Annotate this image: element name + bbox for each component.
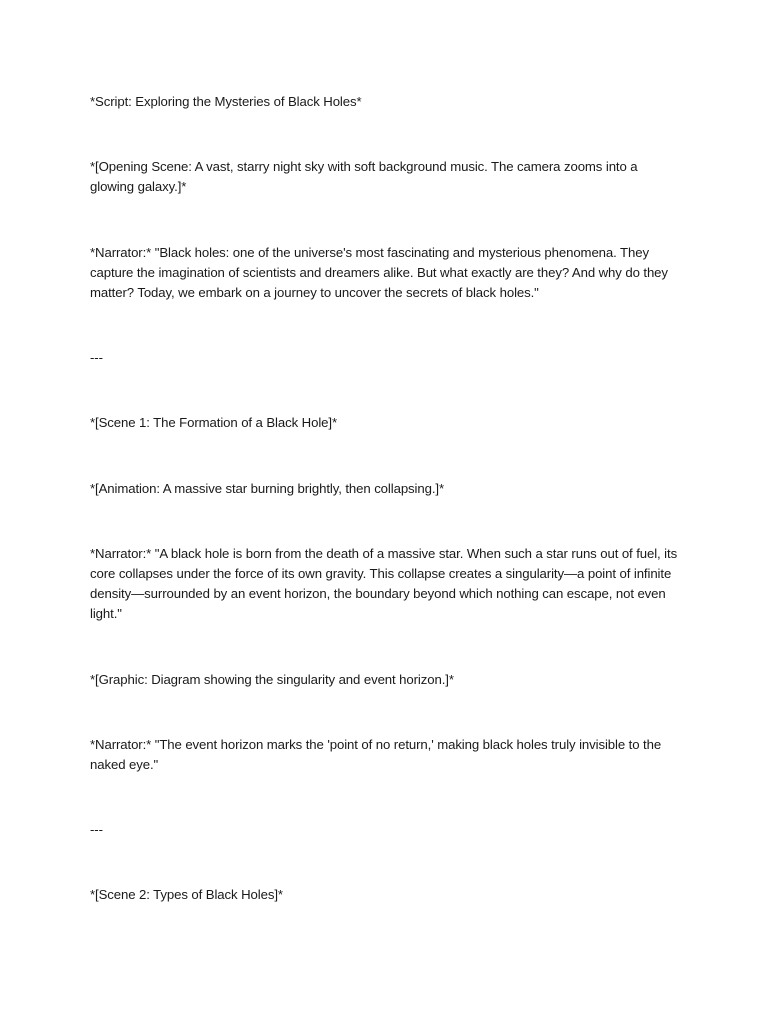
scene-1-heading: *[Scene 1: The Formation of a Black Hole]* (90, 415, 337, 431)
narrator-line-event-horizon: *Narrator:* "The event horizon marks the 'point of no return,' making black holes truly invisible to the naked eye." (90, 736, 662, 773)
narrator-line-formation: *Narrator:* "A black hole is born from the death of a massive star. When such a star runs out of fuel, its core collapses under the force of its own gravity. This collapse creates a singularity—a point of infinite density—surrounded by an event horizon, the boundary beyond which nothing can escape, not even light." (90, 545, 678, 622)
narrator-line-intro: *Narrator:* "Black holes: one of the universe's most fascinating and mysterious phenomena. They capture the imagination of scientists and dreamers alike. But what exactly are they? And why do they matter? Today, we embark on a journey to uncover the secrets of black holes." (90, 244, 668, 301)
opening-scene-direction: *[Opening Scene: A vast, starry night sky with soft background music. The camera zooms into a glowing galaxy.]* (90, 159, 638, 195)
scene-2-heading: *[Scene 2: Types of Black Holes]* (90, 887, 283, 903)
section-separator: --- (90, 350, 103, 366)
section-separator: --- (90, 822, 103, 838)
script-title: *Script: Exploring the Mysteries of Black Holes* (90, 94, 362, 109)
document-body (90, 92, 680, 906)
animation-direction: *[Animation: A massive star burning brightly, then collapsing.]* (90, 480, 445, 496)
graphic-direction: *[Graphic: Diagram showing the singularity and event horizon.]* (90, 671, 454, 687)
